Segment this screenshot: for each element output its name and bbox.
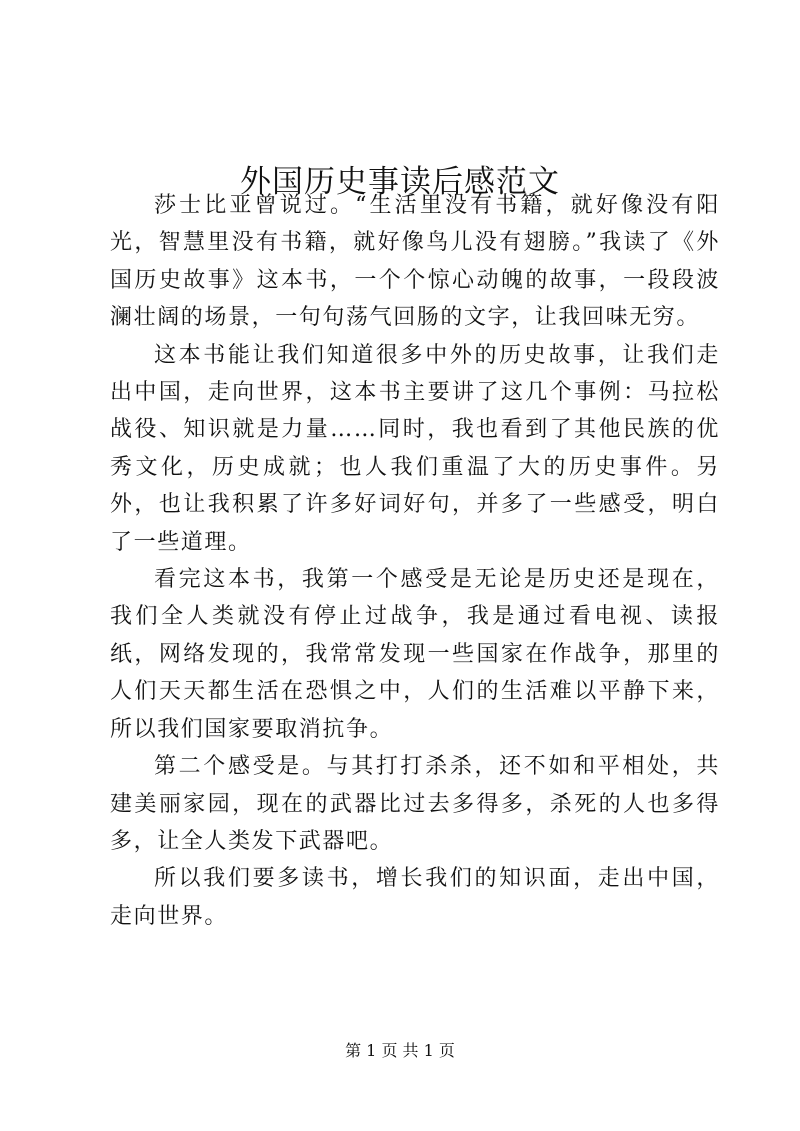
paragraph: 所以我们要多读书，增长我们的知识面，走出中国，走向世界。 [110,866,720,929]
paragraph: 这本书能让我们知道很多中外的历史故事，让我们走出中国，走向世界，这本书主要讲了这几个事例：马拉松战役、知识就是力量……同时，我也看到了其他民族的优秀文化，历史成就；也人我们重温了大的历史事件。另外，也让我积累了许多好词好句，并多了一些感受，明白了一些道理。 [110,342,720,555]
page-footer: 第 1 页 共 1 页 [345,1041,455,1060]
paragraph: 莎士比亚曾说过。“生活里没有书籍，就好像没有阳光，智慧里没有书籍，就好像鸟儿没有翅膀。”我读了《外国历史故事》这本书，一个个惊心动魄的故事，一段段波澜壮阔的场景，一句句荡气回肠的文字，让我回味无穷。 [110,193,720,331]
paragraph: 第二个感受是。与其打打杀杀，还不如和平相处，共建美丽家园，现在的武器比过去多得多，杀死的人也多得多，让全人类发下武器吧。 [110,754,720,854]
document-title: 外国历史事读后感范文 [240,163,560,200]
paragraph: 看完这本书，我第一个感受是无论是历史还是现在，我们全人类就没有停止过战争，我是通过看电视、读报纸，网络发现的，我常常发现一些国家在作战争，那里的人们天天都生活在恐惧之中，人们的生活难以平静下来，所以我们国家要取消抗争。 [110,567,720,742]
document-body [110,187,720,935]
